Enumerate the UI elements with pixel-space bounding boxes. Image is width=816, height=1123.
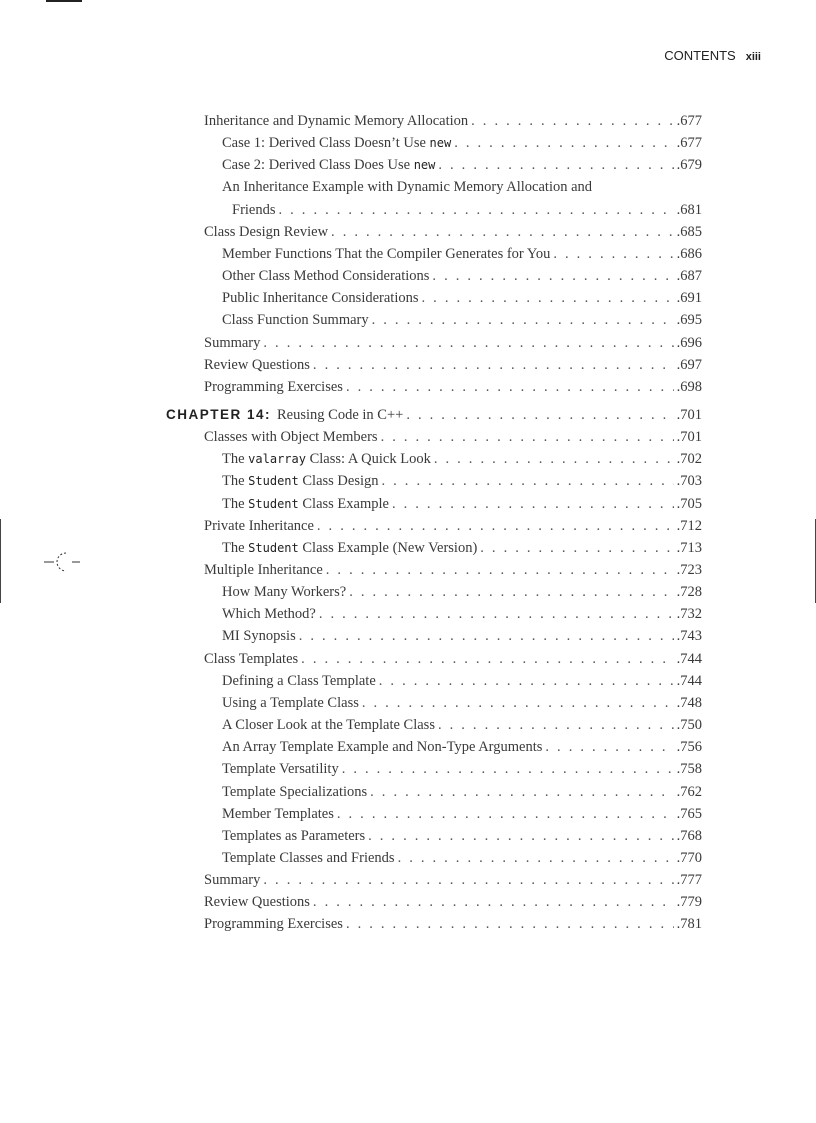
- toc-entry: [204, 110, 702, 132]
- toc-page-number: . 691: [677, 287, 702, 309]
- toc-entry-title: [222, 243, 550, 265]
- toc-page-number: . 695: [677, 309, 702, 331]
- title-text: How Many Workers?: [222, 584, 347, 601]
- dot-leader: [263, 332, 673, 354]
- toc-entry-title: [204, 221, 328, 243]
- toc-page-number: . 677: [677, 110, 702, 132]
- toc-entry-title: [204, 354, 310, 376]
- toc-page-number: . 677: [677, 132, 702, 154]
- toc-page-number: . 703: [677, 470, 702, 492]
- toc-page-number: . 685: [677, 221, 702, 243]
- toc-entry-title: [222, 493, 389, 515]
- toc-entry: [222, 470, 702, 492]
- title-text: MI Synopsis: [222, 628, 296, 645]
- toc-entry: [222, 758, 702, 780]
- toc-entry-title: [204, 515, 314, 537]
- toc-entry-title: [222, 287, 419, 309]
- toc-entry-title: [204, 869, 260, 891]
- dot-leader: [480, 537, 673, 559]
- dot-leader: [434, 448, 674, 470]
- title-text: An Array Template Example and Non-Type Arguments: [222, 739, 543, 756]
- title-text: Classes with Object Members: [204, 429, 378, 446]
- code-term: new: [413, 158, 436, 173]
- title-text: Case 2: Derived Class Does Use: [222, 157, 414, 174]
- title-text: Class Design Review: [204, 223, 329, 240]
- toc-entry: [222, 781, 702, 803]
- title-text: Using a Template Class: [222, 694, 359, 711]
- toc-entry-title: [222, 309, 369, 331]
- dot-leader: [432, 265, 673, 287]
- toc-entry-title: [222, 847, 395, 869]
- toc-entry: [222, 603, 702, 625]
- dot-leader: [342, 758, 674, 780]
- title-text: The: [222, 539, 249, 556]
- title-text: Private Inheritance: [204, 517, 314, 534]
- toc-entry-title: [204, 891, 310, 913]
- title-text: Public Inheritance Considerations: [222, 290, 419, 307]
- toc-entry: [204, 332, 702, 354]
- toc-page-number: . 762: [677, 781, 702, 803]
- toc-entry-title: [222, 176, 592, 198]
- dot-leader: [372, 309, 674, 331]
- dot-leader: [381, 426, 674, 448]
- dot-leader: [263, 869, 673, 891]
- toc-entry: [222, 287, 702, 309]
- dot-leader: [471, 110, 673, 132]
- toc-entry: [222, 736, 702, 758]
- dot-leader: [346, 913, 674, 935]
- registration-mark-icon: [42, 550, 82, 574]
- toc-entry-title: [204, 376, 343, 398]
- code-term: valarray: [248, 452, 306, 467]
- toc-page-number: . 781: [677, 913, 702, 935]
- title-text: Review Questions: [204, 894, 310, 911]
- title-text: Class Function Summary: [222, 312, 369, 329]
- toc-entry: [222, 154, 702, 176]
- dot-leader: [299, 625, 674, 647]
- toc-page-number: . 687: [677, 265, 702, 287]
- toc-entry: [222, 132, 702, 154]
- toc-page-number: . 696: [677, 332, 702, 354]
- toc-entry: [204, 426, 702, 448]
- toc-entry-title: [222, 670, 376, 692]
- title-text: The: [222, 451, 249, 468]
- toc-entry-title: [204, 913, 343, 935]
- title-text: Template Versatility: [222, 761, 339, 778]
- title-text: Class Design: [298, 473, 379, 490]
- toc-entry-title: [222, 154, 435, 176]
- title-text: Template Classes and Friends: [222, 849, 395, 866]
- toc-entry: [204, 891, 702, 913]
- toc-entry: [204, 221, 702, 243]
- title-text: Class Example: [298, 495, 389, 512]
- toc-page-number: . 701: [677, 404, 702, 426]
- toc-entry-title: [222, 803, 334, 825]
- code-term: new: [429, 136, 452, 151]
- toc-entry: [222, 670, 702, 692]
- toc-entry-title: [222, 603, 316, 625]
- title-text: The: [222, 495, 249, 512]
- title-text: Class Example (New Version): [298, 539, 478, 556]
- dot-leader: [406, 404, 673, 426]
- toc-entry-title: [204, 559, 323, 581]
- dot-leader: [370, 781, 673, 803]
- toc-entry: [222, 537, 702, 559]
- dot-leader: [313, 354, 674, 376]
- toc-page-number: . 713: [677, 537, 702, 559]
- code-term: Student: [248, 474, 299, 489]
- toc-entry-title: [222, 736, 542, 758]
- title-text: Other Class Method Considerations: [222, 268, 430, 285]
- toc-entry-title: [222, 781, 367, 803]
- toc-entry: [222, 625, 702, 647]
- dot-leader: [337, 803, 674, 825]
- dot-leader: [317, 515, 674, 537]
- toc-entry: [222, 176, 592, 198]
- title-text: Class Templates: [204, 650, 299, 667]
- toc-entry-title: [222, 448, 431, 470]
- toc-entry: [222, 803, 702, 825]
- toc-page-number: . 712: [677, 515, 702, 537]
- toc-entry: [204, 559, 702, 581]
- toc-chapter-entry: [166, 404, 702, 426]
- dot-leader: [438, 714, 674, 736]
- toc-entry: [222, 243, 702, 265]
- dot-leader: [422, 287, 674, 309]
- toc-entry-title: [222, 825, 365, 847]
- toc-entry-title: [204, 426, 378, 448]
- toc-page-number: . 744: [677, 648, 702, 670]
- dot-leader: [346, 376, 674, 398]
- toc-entry: [222, 265, 702, 287]
- title-text: Template Specializations: [222, 783, 368, 800]
- toc-page-number: . 702: [677, 448, 702, 470]
- toc-entry-title: [222, 537, 477, 559]
- toc-entry-title: [204, 648, 298, 670]
- title-text: An Inheritance Example with Dynamic Memory Allocation and: [222, 179, 593, 196]
- title-text: Review Questions: [204, 356, 310, 373]
- toc-entry: [204, 648, 702, 670]
- toc-entry: [232, 199, 702, 221]
- dot-leader: [438, 154, 673, 176]
- dot-leader: [379, 670, 674, 692]
- title-text: Summary: [204, 334, 261, 351]
- dot-leader: [368, 825, 674, 847]
- toc-page-number: . 758: [677, 758, 702, 780]
- toc-page-number: . 756: [677, 736, 702, 758]
- toc-page-number: . 697: [677, 354, 702, 376]
- dot-leader: [301, 648, 673, 670]
- toc-page-number: . 728: [677, 581, 702, 603]
- toc-entry: [222, 448, 702, 470]
- title-text: Case 1: Derived Class Doesn’t Use: [222, 135, 430, 152]
- code-term: Student: [248, 496, 299, 511]
- dot-leader: [545, 736, 673, 758]
- toc-entry-title: [222, 581, 346, 603]
- title-text: Class: A Quick Look: [305, 451, 431, 468]
- toc-entry: [222, 847, 702, 869]
- top-rule: [46, 0, 82, 2]
- toc-entry: [222, 714, 702, 736]
- dot-leader: [319, 603, 674, 625]
- toc-entry-title: [222, 625, 296, 647]
- title-text: Templates as Parameters: [222, 827, 366, 844]
- title-text: Defining a Class Template: [222, 672, 376, 689]
- toc-entry: [222, 493, 702, 515]
- title-text: Reusing Code in C++: [277, 406, 404, 423]
- toc-page-number: . 779: [677, 891, 702, 913]
- toc-entry: [222, 581, 702, 603]
- toc-entry: [204, 869, 702, 891]
- toc-entry-title: [222, 714, 435, 736]
- toc-entry-title: [222, 470, 379, 492]
- toc-page-number: . 681: [677, 199, 702, 221]
- title-text: Multiple Inheritance: [204, 562, 323, 578]
- dot-leader: [454, 132, 673, 154]
- toc-page-number: . 765: [677, 803, 702, 825]
- toc-page-number: . 732: [677, 603, 702, 625]
- dot-leader: [313, 891, 674, 913]
- title-text: Programming Exercises: [204, 378, 343, 395]
- title-text: Friends: [232, 201, 276, 218]
- title-text: Which Method?: [222, 606, 316, 623]
- toc-page-number: . 743: [677, 625, 702, 647]
- toc-page-number: . 698: [677, 376, 702, 398]
- toc-entry-title: [222, 265, 429, 287]
- chapter-label: CHAPTER 14:: [166, 406, 272, 422]
- toc-page-number: . 679: [677, 154, 702, 176]
- toc-entry-title: [166, 404, 403, 426]
- title-text: Inheritance and Dynamic Memory Allocation: [204, 113, 469, 129]
- dot-leader: [331, 221, 674, 243]
- title-text: Programming Exercises: [204, 916, 343, 933]
- dot-leader: [398, 847, 674, 869]
- toc-page-number: . 777: [677, 869, 702, 891]
- toc-page-number: . 701: [677, 426, 702, 448]
- toc-page-number: . 686: [677, 243, 702, 265]
- dot-leader: [279, 199, 674, 221]
- toc-page-number: . 748: [677, 692, 702, 714]
- dot-leader: [392, 493, 674, 515]
- code-term: Student: [248, 540, 299, 555]
- toc-entry: [222, 825, 702, 847]
- title-text: The: [222, 473, 249, 490]
- toc-entry-title: [232, 199, 276, 221]
- page-number: xiii: [745, 51, 761, 63]
- toc-entry-title: [222, 758, 339, 780]
- toc-page-number: . 768: [677, 825, 702, 847]
- dot-leader: [553, 243, 673, 265]
- toc-page-number: . 750: [677, 714, 702, 736]
- title-text: A Closer Look at the Template Class: [222, 717, 435, 734]
- toc-entry: [204, 376, 702, 398]
- toc-entry: [222, 309, 702, 331]
- dot-leader: [382, 470, 674, 492]
- title-text: Summary: [204, 872, 261, 889]
- toc-page-number: . 744: [677, 670, 702, 692]
- toc-entry-title: [204, 110, 468, 132]
- toc-page-number: . 723: [677, 559, 702, 581]
- toc-entry-title: [204, 332, 260, 354]
- running-header: [664, 48, 761, 63]
- title-text: Member Functions That the Compiler Generates for You: [222, 245, 551, 262]
- dot-leader: [326, 559, 674, 581]
- dot-leader: [362, 692, 674, 714]
- toc-entry: [204, 515, 702, 537]
- toc-entry: [222, 692, 702, 714]
- toc-page-number: . 705: [677, 493, 702, 515]
- dot-leader: [349, 581, 673, 603]
- toc-entry: [204, 913, 702, 935]
- toc-entry-title: [222, 692, 359, 714]
- toc-entry-title: [222, 132, 451, 154]
- toc-entry: [204, 354, 702, 376]
- section-title: CONTENTS: [664, 48, 736, 63]
- title-text: Member Templates: [222, 805, 334, 822]
- left-margin-rule: [0, 519, 1, 603]
- toc-page-number: . 770: [677, 847, 702, 869]
